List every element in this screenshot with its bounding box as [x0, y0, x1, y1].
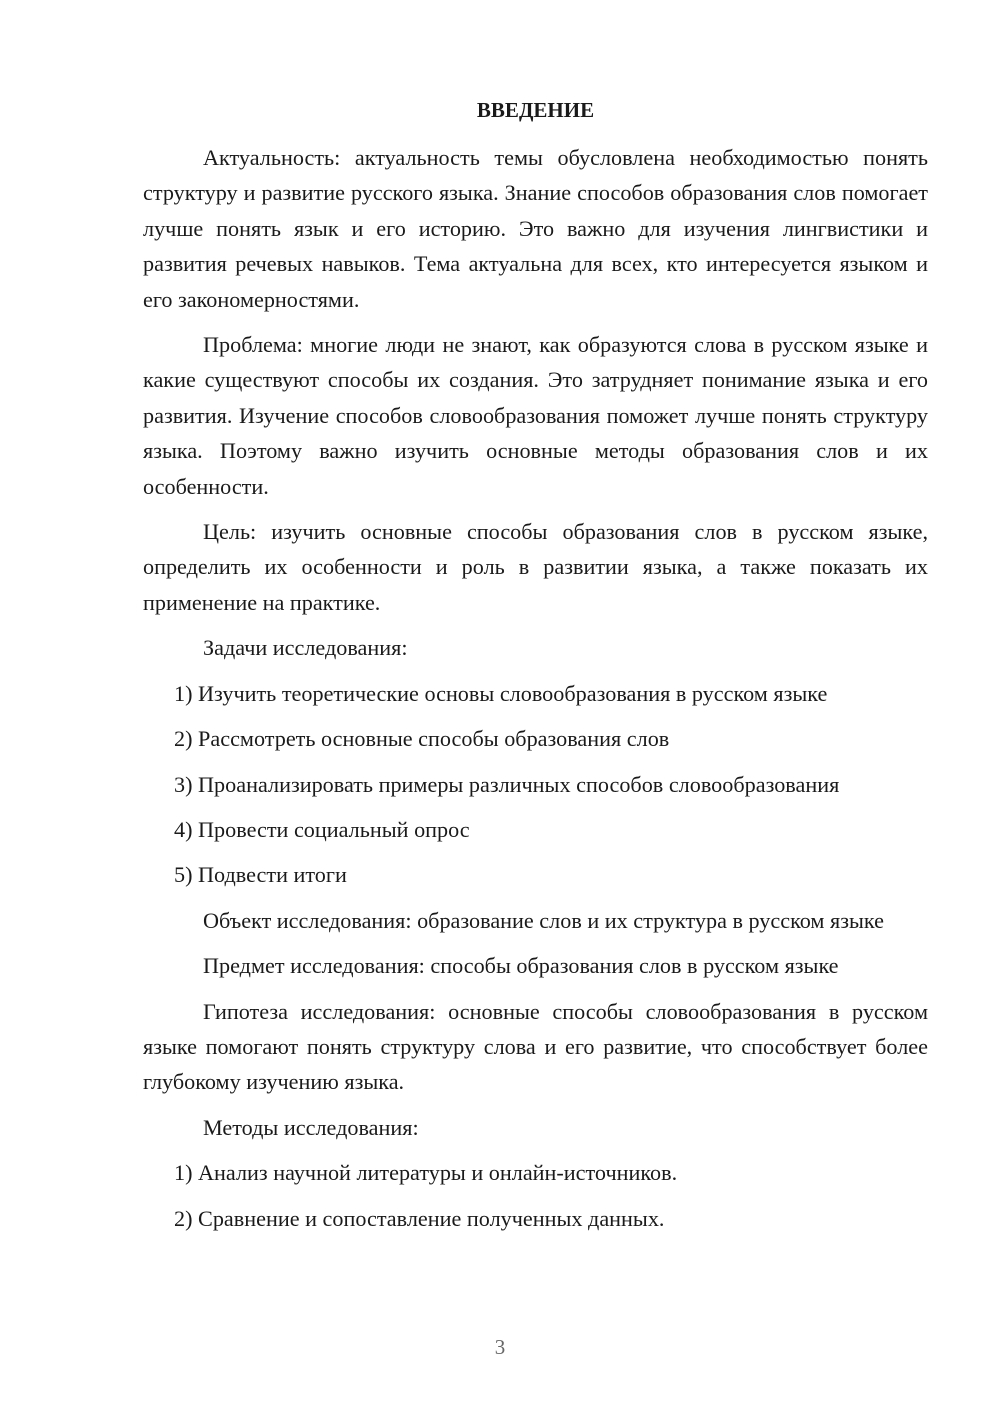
paragraph-problem: Проблема: многие люди не знают, как образуются слова в русском языке и какие существуют способы их создания. Это затрудняет понимание языка и его развития. Изучение способов словообразования поможет лучше понять структуру языка. Поэтому важно изучить основные методы образования слов и их особенности.: [143, 332, 928, 499]
paragraph-goal: Цель: изучить основные способы образования слов в русском языке, определить их особенности и роль в развитии языка, а также показать их применение на практике.: [143, 519, 928, 615]
task-item-2: 2) Рассмотреть основные способы образования слов: [174, 726, 670, 752]
page-title: ВВЕДЕНИЕ: [476, 98, 595, 122]
paragraph-relevance: Актуальность: актуальность темы обусловлена необходимостью понять структуру и развитие русского языка. Знание способов образования слов помогает лучше понять язык и его историю. Это важно для изучения лингвистики и развития речевых навыков. Тема актуальна для всех, кто интересуется языком и его закономерностями.: [143, 145, 928, 312]
paragraph-hypothesis: Гипотеза исследования: основные способы словообразования в русском языке помогают понять структуру слова и его развитие, что способствует более глубокому изучению языка.: [143, 998, 928, 1095]
task-item-1: 1) Изучить теоретические основы словообразования в русском языке: [174, 680, 828, 706]
paragraph-object: Объект исследования: образование слов и их структура в русском языке: [203, 907, 884, 933]
task-item-3: 3) Проанализировать примеры различных способов словообразования: [174, 771, 840, 797]
methods-title: Методы исследования:: [203, 1114, 419, 1140]
page-number: 3: [494, 1335, 506, 1359]
document-page: [143, 95, 928, 1246]
task-item-4: 4) Провести социальный опрос: [174, 816, 470, 842]
method-item-1: 1) Анализ научной литературы и онлайн-источников.: [174, 1160, 678, 1186]
paragraph-subject: Предмет исследования: способы образования слов в русском языке: [203, 953, 839, 979]
task-item-5: 5) Подвести итоги: [174, 862, 347, 888]
method-item-2: 2) Сравнение и сопоставление полученных данных.: [174, 1205, 665, 1231]
tasks-title: Задачи исследования:: [203, 635, 408, 661]
